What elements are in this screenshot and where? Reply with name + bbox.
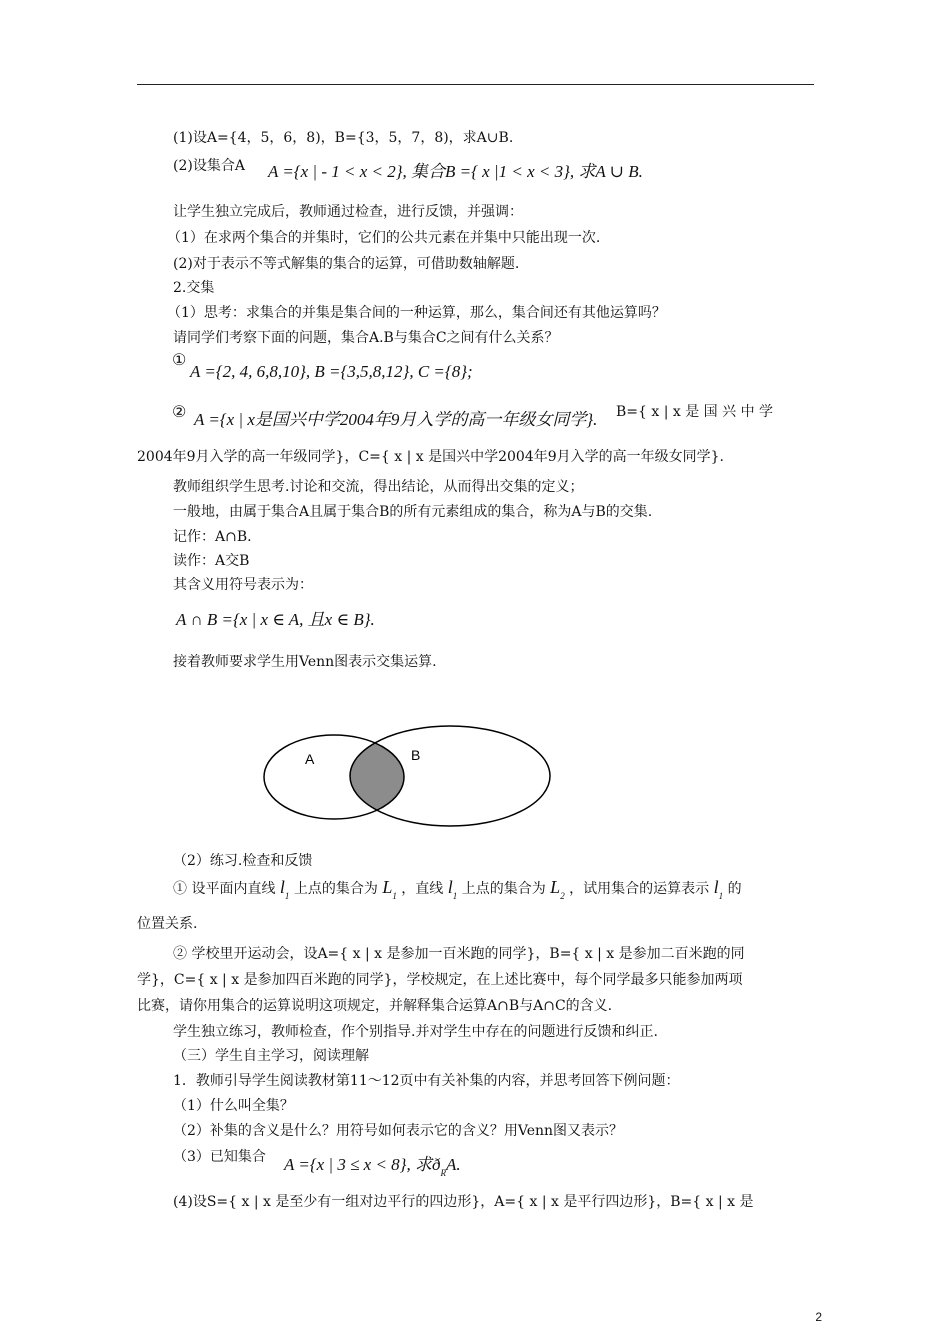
- symbol-L2: $L_2$: [550, 877, 565, 901]
- math-example-2: A ={x | x是国兴中学2004年9月入学的高一年级女同学}.: [194, 410, 598, 429]
- text-line-16: 其含义用符号表示为：: [173, 577, 313, 593]
- text-line-12: 教师组织学生思考.讨论和交流，得出结论，从而得出交集的定义；: [173, 479, 584, 495]
- symbol-l2: $l_1$: [447, 877, 458, 901]
- text-line-8: 请同学们考察下面的问题，集合A.B与集合C之间有什么关系？: [173, 330, 559, 346]
- page-number: 2: [815, 1310, 822, 1324]
- math-example-1: A ={2, 4, 6,8,10}, B ={3,5,8,12}, C ={8};: [190, 362, 473, 381]
- venn-label-a: A: [305, 751, 315, 767]
- question-1: （1）什么叫全集？: [173, 1098, 294, 1114]
- exercise-2-line-2: 学}，C={ x | x 是参加四百米跑的同学}，学校规定，在上述比赛中，每个同学最多只能参加两项: [137, 972, 743, 988]
- exercise-1-text-a: ① 设平面内直线: [173, 881, 276, 897]
- text-line-5: (2)对于表示不等式解集的集合的运算，可借助数轴解题.: [173, 256, 520, 272]
- text-line-27: 1．教师引导学生阅读教材第11～12页中有关补集的内容，并思考回答下例问题：: [173, 1073, 680, 1089]
- intersection-definition: 一般地，由属于集合A且属于集合B的所有元素组成的集合，称为A与B的交集.: [173, 504, 653, 520]
- text-line-11: 2004年9月入学的高一年级同学}，C={ x | x 是国兴中学2004年9月入学的高一年级女同学}.: [137, 449, 724, 465]
- text-line-10-tail: B={ x | x 是 国 兴 中 学: [616, 404, 774, 420]
- question-3-math: A ={x | 3 ≤ x < 8}, 求$ð_RA$.: [284, 1155, 461, 1178]
- symbol-L1: $L_1$: [382, 877, 397, 901]
- symbol-l1: $l_1$: [279, 877, 290, 901]
- text-line-2-prefix: (2)设集合A: [173, 158, 245, 174]
- exercise-1-text-f: 的: [727, 881, 742, 897]
- question-2: （2）补集的含义是什么？用符号如何表示它的含义？用Venn图又表示？: [173, 1123, 624, 1139]
- circled-number-1: ①: [172, 350, 187, 369]
- text-line-21: 位置关系.: [137, 916, 198, 932]
- text-line-18: 接着教师要求学生用Venn图表示交集运算.: [173, 654, 437, 670]
- text-line-19: （2）练习.检查和反馈: [173, 853, 313, 869]
- circled-number-2: ②: [172, 402, 187, 421]
- exercise-2-line-3: 比赛，请你用集合的运算说明这项规定，并解释集合运算A∩B与A∩C的含义.: [137, 998, 613, 1014]
- venn-diagram: [262, 722, 554, 832]
- question-4: (4)设S={ x | x 是至少有一组对边平行的四边形}，A={ x | x 是平行四边形}，B={ x | x 是: [173, 1194, 754, 1210]
- exercise-1-text-c: ，直线: [401, 881, 444, 897]
- exercise-2-line-1: ② 学校里开运动会，设A={ x | x 是参加一百米跑的同学}，B={ x | x 是参加二百米跑的同: [173, 946, 745, 962]
- text-notation: 记作：A∩B.: [173, 529, 252, 545]
- symbol-l3: $l_1$: [713, 877, 724, 901]
- exercise-1-text-b: 上点的集合为: [293, 881, 378, 897]
- text-line-3: 让学生独立完成后，教师通过检查，进行反馈，并强调：: [173, 204, 523, 220]
- venn-label-b: B: [411, 747, 421, 763]
- math-intersection-definition: A ∩ B ={x | x ∈ A, 且x ∈ B}.: [176, 610, 375, 629]
- section-heading-self-study: （三）学生自主学习，阅读理解: [173, 1048, 369, 1064]
- exercise-1-text-e: ，试用集合的运算表示: [569, 881, 710, 897]
- question-3-prefix: （3）已知集合: [173, 1149, 266, 1165]
- text-reading: 读作：A交B: [173, 553, 250, 569]
- text-line-4: （1）在求两个集合的并集时，它们的公共元素在并集中只能出现一次.: [167, 230, 601, 246]
- text-line-1: (1)设A={4，5，6，8)，B={3，5，7，8)，求A∪B.: [173, 130, 514, 146]
- header-rule: [137, 84, 814, 85]
- exercise-1-text-d: 上点的集合为: [461, 881, 546, 897]
- exercise-1-part-a: [173, 877, 742, 906]
- text-line-25: 学生独立练习，教师检查，作个别指导.并对学生中存在的问题进行反馈和纠正.: [173, 1024, 658, 1040]
- section-heading-intersection: 2.交集: [173, 280, 215, 296]
- text-line-7: （1）思考：求集合的并集是集合间的一种运算，那么，集合间还有其他运算吗？: [167, 305, 666, 321]
- math-union-example: A ={x | - 1 < x < 2}, 集合B ={ x |1 < x < 3}, 求A ∪ B.: [268, 162, 643, 181]
